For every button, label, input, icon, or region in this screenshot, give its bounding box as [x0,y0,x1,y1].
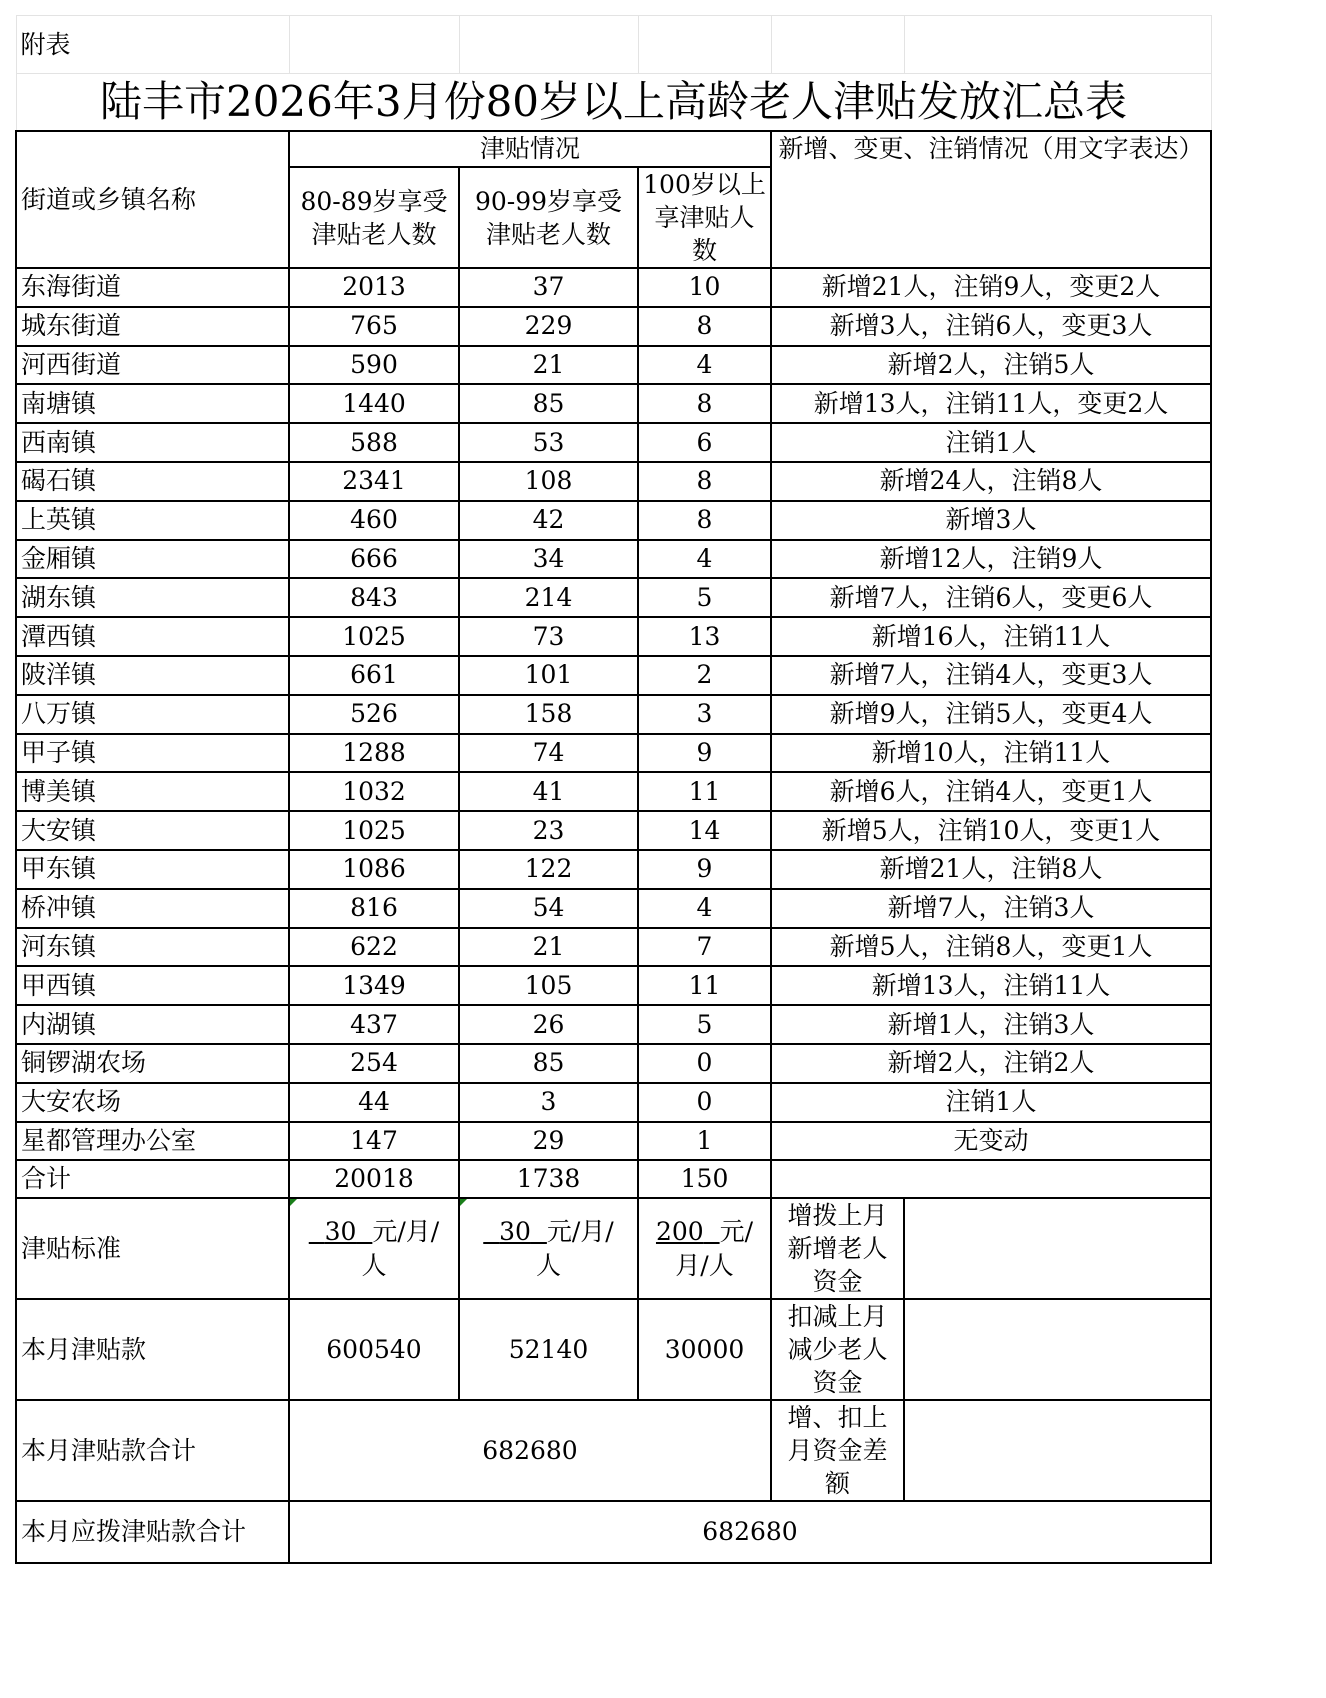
count-100-plus-cell[interactable]: 14 [638,811,771,850]
count-80-89-cell[interactable]: 254 [289,1044,459,1083]
count-100-plus-cell[interactable]: 1 [638,1122,771,1161]
count-90-99-cell[interactable]: 3 [459,1083,638,1122]
town-name-cell[interactable]: 星都管理办公室 [16,1122,289,1161]
standard-80-89[interactable] [289,1198,459,1299]
table-row [16,540,1211,579]
changes-cell[interactable]: 新增7人，注销4人，变更3人 [771,656,1211,695]
count-80-89-cell[interactable]: 765 [289,307,459,346]
monthly-90-99[interactable]: 52140 [459,1299,638,1400]
standard-90-99-unit: 元/月/ [546,1216,614,1246]
standard-80-89-amount: 30 [324,1216,357,1246]
town-name-cell[interactable]: 八万镇 [16,695,289,734]
count-100-plus-cell[interactable]: 7 [638,928,771,967]
count-100-plus-cell[interactable]: 3 [638,695,771,734]
town-name-cell[interactable]: 东海街道 [16,268,289,307]
town-name-cell[interactable]: 内湖镇 [16,1005,289,1044]
monthly-total-row [16,1400,1211,1501]
count-80-89-cell[interactable]: 816 [289,889,459,928]
table-row [16,1044,1211,1083]
changes-cell[interactable]: 新增13人，注销11人 [771,966,1211,1005]
count-90-99-cell[interactable]: 101 [459,656,638,695]
table-row [16,889,1211,928]
town-name-cell[interactable]: 甲西镇 [16,966,289,1005]
standard-100-plus-unit: 元/ [719,1216,754,1246]
town-name-cell[interactable]: 西南镇 [16,423,289,462]
header-90-99-column[interactable]: 90-99岁享受津贴老人数 [459,167,638,268]
standard-row [16,1198,1211,1299]
count-80-89-cell[interactable]: 843 [289,578,459,617]
count-90-99-cell[interactable]: 53 [459,423,638,462]
header-80-89-column[interactable]: 80-89岁享受津贴老人数 [289,167,459,268]
count-90-99-cell[interactable]: 105 [459,966,638,1005]
difference-label[interactable]: 增、扣上月资金差额 [771,1400,904,1501]
monthly-label[interactable]: 本月津贴款 [16,1299,289,1400]
changes-cell[interactable]: 新增5人，注销8人，变更1人 [771,928,1211,967]
changes-cell[interactable]: 新增13人，注销11人，变更2人 [771,384,1211,423]
changes-cell[interactable]: 新增5人，注销10人，变更1人 [771,811,1211,850]
count-80-89-cell[interactable]: 1025 [289,811,459,850]
town-name-cell[interactable]: 金厢镇 [16,540,289,579]
table-row [16,617,1211,656]
count-100-plus-cell[interactable]: 9 [638,734,771,773]
count-90-99-cell[interactable]: 122 [459,850,638,889]
table-row [16,423,1211,462]
count-80-89-cell[interactable]: 622 [289,928,459,967]
count-90-99-cell[interactable]: 85 [459,1044,638,1083]
empty-cell[interactable] [289,16,459,74]
count-90-99-cell[interactable]: 37 [459,268,638,307]
standard-label[interactable]: 津贴标准 [16,1198,289,1299]
count-100-plus-cell[interactable]: 11 [638,966,771,1005]
table-row [16,307,1211,346]
changes-cell[interactable]: 新增12人，注销9人 [771,540,1211,579]
count-90-99-cell[interactable]: 26 [459,1005,638,1044]
count-80-89-cell[interactable]: 590 [289,346,459,385]
changes-cell[interactable]: 新增7人，注销3人 [771,889,1211,928]
count-90-99-cell[interactable]: 229 [459,307,638,346]
town-name-cell[interactable]: 甲东镇 [16,850,289,889]
count-80-89-cell[interactable]: 460 [289,501,459,540]
count-100-plus-cell[interactable]: 8 [638,307,771,346]
count-90-99-cell[interactable]: 29 [459,1122,638,1161]
header-100-plus-column[interactable]: 100岁以上享津贴人数 [638,167,771,268]
changes-cell[interactable]: 新增21人，注销9人，变更2人 [771,268,1211,307]
count-80-89-cell[interactable]: 1032 [289,772,459,811]
standard-100-plus-amount: 200 [655,1216,704,1246]
count-90-99-cell[interactable]: 74 [459,734,638,773]
town-name-cell[interactable]: 南塘镇 [16,384,289,423]
header-name-column[interactable]: 街道或乡镇名称 [16,131,289,268]
count-90-99-cell[interactable]: 214 [459,578,638,617]
changes-cell[interactable]: 新增24人，注销8人 [771,462,1211,501]
monthly-total-label[interactable]: 本月津贴款合计 [16,1400,289,1501]
changes-cell[interactable]: 新增16人，注销11人 [771,617,1211,656]
difference-value[interactable] [904,1400,1211,1501]
count-80-89-cell[interactable]: 2013 [289,268,459,307]
changes-cell[interactable]: 新增10人，注销11人 [771,734,1211,773]
count-90-99-cell[interactable]: 158 [459,695,638,734]
town-name-cell[interactable]: 桥冲镇 [16,889,289,928]
total-row [16,1160,1211,1198]
count-80-89-cell[interactable]: 588 [289,423,459,462]
monthly-total-value[interactable]: 682680 [289,1400,771,1501]
town-name-cell[interactable]: 碣石镇 [16,462,289,501]
table-row [16,501,1211,540]
empty-cell[interactable] [904,16,1211,74]
table-row [16,268,1211,307]
changes-cell[interactable]: 新增7人，注销6人，变更6人 [771,578,1211,617]
town-name-cell[interactable]: 博美镇 [16,772,289,811]
count-90-99-cell[interactable]: 41 [459,772,638,811]
count-100-plus-cell[interactable]: 8 [638,501,771,540]
table-row [16,384,1211,423]
town-name-cell[interactable]: 大安农场 [16,1083,289,1122]
count-100-plus-cell[interactable]: 0 [638,1044,771,1083]
count-80-89-cell[interactable]: 1349 [289,966,459,1005]
count-90-99-cell[interactable]: 54 [459,889,638,928]
count-100-plus-cell[interactable]: 13 [638,617,771,656]
table-row [16,462,1211,501]
table-row [16,578,1211,617]
count-80-89-cell[interactable]: 44 [289,1083,459,1122]
town-name-cell[interactable]: 河西街道 [16,346,289,385]
count-80-89-cell[interactable]: 1440 [289,384,459,423]
count-100-plus-cell[interactable]: 0 [638,1083,771,1122]
deducted-funds-label[interactable]: 扣减上月减少老人资金 [771,1299,904,1400]
count-80-89-cell[interactable]: 147 [289,1122,459,1161]
table-row [16,1122,1211,1161]
monthly-100-plus[interactable]: 30000 [638,1299,771,1400]
header-changes-column[interactable]: 新增、变更、注销情况（用文字表达） [771,131,1211,268]
changes-cell[interactable]: 新增9人，注销5人，变更4人 [771,695,1211,734]
town-name-cell[interactable]: 湖东镇 [16,578,289,617]
total-90-99[interactable]: 1738 [459,1160,638,1198]
town-name-cell[interactable]: 上英镇 [16,501,289,540]
count-100-plus-cell[interactable]: 5 [638,578,771,617]
count-90-99-cell[interactable]: 34 [459,540,638,579]
table-row [16,1005,1211,1044]
total-label[interactable]: 合计 [16,1160,289,1198]
count-100-plus-cell[interactable]: 4 [638,346,771,385]
total-100-plus[interactable]: 150 [638,1160,771,1198]
count-100-plus-cell[interactable]: 2 [638,656,771,695]
header-subsidy-group[interactable]: 津贴情况 [289,131,771,167]
payable-total-row [16,1501,1211,1563]
table-row [16,346,1211,385]
count-100-plus-cell[interactable]: 4 [638,889,771,928]
count-100-plus-cell[interactable]: 9 [638,850,771,889]
standard-100-plus-unit-2: 月/人 [675,1250,734,1280]
count-90-99-cell[interactable]: 108 [459,462,638,501]
added-funds-value[interactable] [904,1198,1211,1299]
count-80-89-cell[interactable]: 2341 [289,462,459,501]
changes-cell[interactable]: 注销1人 [771,423,1211,462]
changes-cell[interactable]: 新增2人，注销5人 [771,346,1211,385]
town-name-cell[interactable]: 城东街道 [16,307,289,346]
table-row [16,772,1211,811]
count-80-89-cell[interactable]: 1086 [289,850,459,889]
changes-cell[interactable]: 新增2人，注销2人 [771,1044,1211,1083]
count-100-plus-cell[interactable]: 11 [638,772,771,811]
count-80-89-cell[interactable]: 526 [289,695,459,734]
table-row [16,656,1211,695]
standard-80-89-unit: 元/月/ [372,1216,440,1246]
table-row [16,811,1211,850]
total-80-89[interactable]: 20018 [289,1160,459,1198]
monthly-row [16,1299,1211,1400]
page-title[interactable]: 陆丰市2026年3月份80岁以上高龄老人津贴发放汇总表 [16,74,1211,132]
count-90-99-cell[interactable]: 21 [459,928,638,967]
total-changes[interactable] [771,1160,1211,1198]
table-row [16,734,1211,773]
count-100-plus-cell[interactable]: 10 [638,268,771,307]
count-80-89-cell[interactable]: 437 [289,1005,459,1044]
standard-90-99-unit-2: 人 [535,1250,561,1280]
count-80-89-cell[interactable]: 1288 [289,734,459,773]
data-rows [16,268,1211,1160]
table-row [16,1083,1211,1122]
count-100-plus-cell[interactable]: 6 [638,423,771,462]
deducted-funds-value[interactable] [904,1299,1211,1400]
payable-total-value[interactable]: 682680 [289,1501,1211,1563]
count-100-plus-cell[interactable]: 8 [638,462,771,501]
count-100-plus-cell[interactable]: 8 [638,384,771,423]
changes-cell[interactable]: 无变动 [771,1122,1211,1161]
count-90-99-cell[interactable]: 73 [459,617,638,656]
count-80-89-cell[interactable]: 1025 [289,617,459,656]
count-80-89-cell[interactable]: 666 [289,540,459,579]
empty-cell[interactable] [771,16,904,74]
payable-total-label[interactable]: 本月应拨津贴款合计 [16,1501,289,1563]
spreadsheet [15,15,1210,1564]
town-name-cell[interactable]: 甲子镇 [16,734,289,773]
empty-cell[interactable] [638,16,771,74]
standard-100-plus[interactable] [638,1198,771,1299]
changes-cell[interactable]: 新增21人，注销8人 [771,850,1211,889]
count-90-99-cell[interactable]: 21 [459,346,638,385]
count-90-99-cell[interactable]: 42 [459,501,638,540]
table-row [16,850,1211,889]
table-row [16,928,1211,967]
town-name-cell[interactable]: 铜锣湖农场 [16,1044,289,1083]
changes-cell[interactable]: 注销1人 [771,1083,1211,1122]
changes-cell[interactable]: 新增3人 [771,501,1211,540]
changes-cell[interactable]: 新增1人，注销3人 [771,1005,1211,1044]
town-name-cell[interactable]: 陂洋镇 [16,656,289,695]
town-name-cell[interactable]: 潭西镇 [16,617,289,656]
annex-label[interactable]: 附表 [16,16,289,74]
standard-90-99[interactable] [459,1198,638,1299]
count-100-plus-cell[interactable]: 5 [638,1005,771,1044]
town-name-cell[interactable]: 大安镇 [16,811,289,850]
empty-cell[interactable] [459,16,638,74]
changes-cell[interactable]: 新增3人，注销6人，变更3人 [771,307,1211,346]
table-row [16,966,1211,1005]
table-row [16,695,1211,734]
count-90-99-cell[interactable]: 23 [459,811,638,850]
monthly-80-89[interactable]: 600540 [289,1299,459,1400]
changes-cell[interactable]: 新增6人，注销4人，变更1人 [771,772,1211,811]
standard-80-89-unit-2: 人 [361,1250,387,1280]
count-90-99-cell[interactable]: 85 [459,384,638,423]
town-name-cell[interactable]: 河东镇 [16,928,289,967]
count-80-89-cell[interactable]: 661 [289,656,459,695]
added-funds-label[interactable]: 增拨上月新增老人资金 [771,1198,904,1299]
count-100-plus-cell[interactable]: 4 [638,540,771,579]
standard-90-99-amount: 30 [499,1216,531,1246]
